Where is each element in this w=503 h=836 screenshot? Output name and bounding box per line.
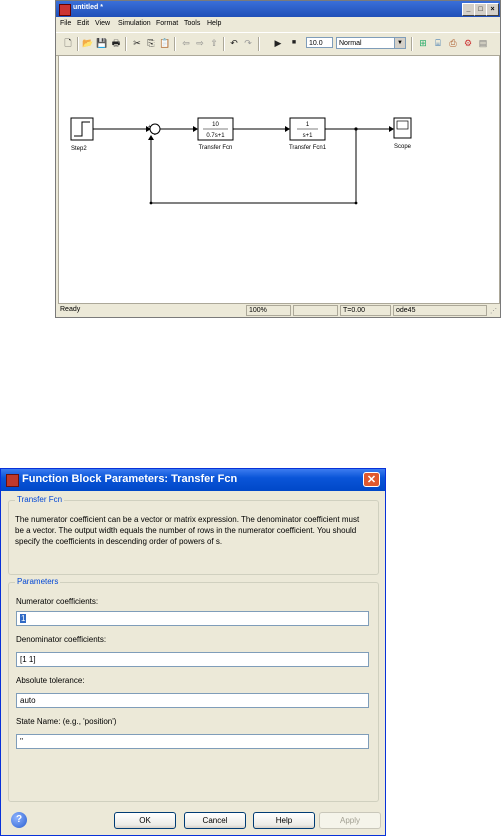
step-block-label: Step2 xyxy=(71,146,87,152)
menu-view[interactable]: View xyxy=(95,20,111,27)
build-icon[interactable]: ⊞ xyxy=(419,38,427,48)
open-icon[interactable]: 📂 xyxy=(82,38,94,48)
transfer-fcn-label: Transfer Fcn xyxy=(198,145,233,151)
arrowhead-icon xyxy=(193,126,198,132)
new-model-icon[interactable]: 🗋 xyxy=(64,38,72,48)
toolbar xyxy=(56,32,500,56)
transfer-fcn1-label: Transfer Fcn1 xyxy=(288,145,327,151)
menu-bar xyxy=(56,18,500,31)
menu-file[interactable]: File xyxy=(60,20,72,27)
toolbar-separator xyxy=(258,37,260,51)
save-icon[interactable]: 💾 xyxy=(96,38,108,48)
redo-icon[interactable]: ↷ xyxy=(244,38,252,48)
close-icon[interactable]: ✕ xyxy=(363,472,380,487)
simulation-mode-value: Normal xyxy=(339,40,362,47)
simulink-model-window xyxy=(55,0,501,318)
menu-simulation[interactable]: Simulation xyxy=(118,20,151,27)
absolute-tolerance-label: Absolute tolerance: xyxy=(16,676,85,685)
transfer-fcn-numerator: 10 xyxy=(212,122,219,128)
help-button[interactable]: Help xyxy=(253,812,315,829)
cut-icon[interactable]: ✂ xyxy=(133,38,141,48)
menu-format[interactable]: Format xyxy=(156,20,179,27)
status-zoom: 100% xyxy=(246,305,291,316)
cancel-button[interactable]: Cancel xyxy=(184,812,246,829)
menu-edit[interactable]: Edit xyxy=(77,20,90,27)
minimize-icon[interactable]: _ xyxy=(462,3,475,16)
numerator-value: 1 xyxy=(21,614,26,623)
apply-button[interactable]: Apply xyxy=(319,812,381,829)
sum-minus-sign: - xyxy=(154,132,156,138)
numerator-label: Numerator coefficients: xyxy=(16,597,99,606)
description-group xyxy=(8,495,379,575)
library-browser-icon[interactable]: ⚙ xyxy=(463,38,473,48)
parameters-label: Parameters xyxy=(17,577,59,586)
close-icon[interactable]: × xyxy=(486,3,499,16)
dialog-title-bar[interactable] xyxy=(1,469,385,491)
toolbar-separator xyxy=(174,37,176,51)
status-ready: Ready xyxy=(60,306,81,313)
forward-icon[interactable]: ⇨ xyxy=(196,38,204,48)
toolbar-separator xyxy=(125,37,127,51)
status-sim-time: T=0.00 xyxy=(340,305,391,316)
stop-time-input[interactable]: 10.0 xyxy=(306,37,333,48)
back-icon[interactable]: ⇦ xyxy=(182,38,190,48)
denominator-input[interactable]: [1 1] xyxy=(16,652,369,667)
dialog-title: Function Block Parameters: Transfer Fcn xyxy=(22,473,238,485)
model-explorer-icon[interactable]: ⎙ xyxy=(449,38,457,48)
simulink-block-icon xyxy=(6,474,19,487)
absolute-tolerance-input[interactable]: auto xyxy=(16,693,369,708)
simulation-mode-select[interactable] xyxy=(336,37,406,49)
block-diagram xyxy=(59,56,499,303)
copy-icon[interactable]: ⎘ xyxy=(147,38,155,48)
model-title: untitled * xyxy=(73,4,103,11)
denominator-label: Denominator coefficients: xyxy=(16,635,107,644)
start-simulation-icon[interactable]: ▶ xyxy=(274,38,282,48)
numerator-input[interactable] xyxy=(16,611,369,626)
line-corner-point xyxy=(150,202,153,205)
scope-label: Scope xyxy=(393,144,412,150)
status-bar xyxy=(56,304,500,317)
status-solver: ode45 xyxy=(393,305,487,316)
parameters-group xyxy=(8,577,379,802)
toolbar-separator xyxy=(77,37,79,51)
maximize-icon[interactable]: □ xyxy=(474,3,487,16)
stop-simulation-icon[interactable]: ■ xyxy=(291,39,297,46)
toolbar-separator xyxy=(223,37,225,51)
arrowhead-icon xyxy=(389,126,394,132)
transfer-fcn1-numerator: 1 xyxy=(305,122,310,128)
scope-screen-icon xyxy=(397,121,408,129)
transfer-fcn1-denominator: s+1 xyxy=(302,133,313,139)
update-diagram-icon[interactable]: ⌸ xyxy=(435,38,441,48)
help-question-icon[interactable]: ? xyxy=(11,812,27,828)
block-description: The numerator coefficient can be a vector or matrix expression. The denominator coefficient must be a vector. The output width equals the number of rows in the numerator coefficient. You should specify the coefficients in descending order of powers of s. xyxy=(15,515,360,546)
model-title-bar[interactable] xyxy=(56,1,500,17)
ok-button[interactable]: OK xyxy=(114,812,176,829)
menu-help[interactable]: Help xyxy=(207,20,222,27)
sum-plus-sign: + xyxy=(148,124,151,130)
function-block-parameters-dialog xyxy=(0,468,386,836)
debug-icon[interactable]: ▤ xyxy=(478,38,488,48)
resize-grip-icon[interactable]: ⋰ xyxy=(490,308,497,315)
state-name-label: State Name: (e.g., 'position') xyxy=(16,717,117,726)
line-corner-point xyxy=(355,202,358,205)
section-label: Transfer Fcn xyxy=(17,495,63,504)
toolbar-separator xyxy=(411,37,413,51)
status-empty-cell xyxy=(293,305,338,316)
print-icon[interactable]: 🖶 xyxy=(111,38,121,48)
arrowhead-icon xyxy=(285,126,290,132)
transfer-fcn-denominator: 0.7s+1 xyxy=(206,133,225,139)
state-name-input[interactable]: '' xyxy=(16,734,369,749)
chevron-down-icon[interactable]: ▼ xyxy=(394,38,405,48)
simulink-app-icon xyxy=(59,4,71,16)
undo-icon[interactable]: ↶ xyxy=(230,38,238,48)
menu-tools[interactable]: Tools xyxy=(184,20,201,27)
paste-icon[interactable]: 📋 xyxy=(159,38,171,48)
up-icon[interactable]: ⇧ xyxy=(210,38,218,48)
model-canvas[interactable] xyxy=(58,55,500,304)
